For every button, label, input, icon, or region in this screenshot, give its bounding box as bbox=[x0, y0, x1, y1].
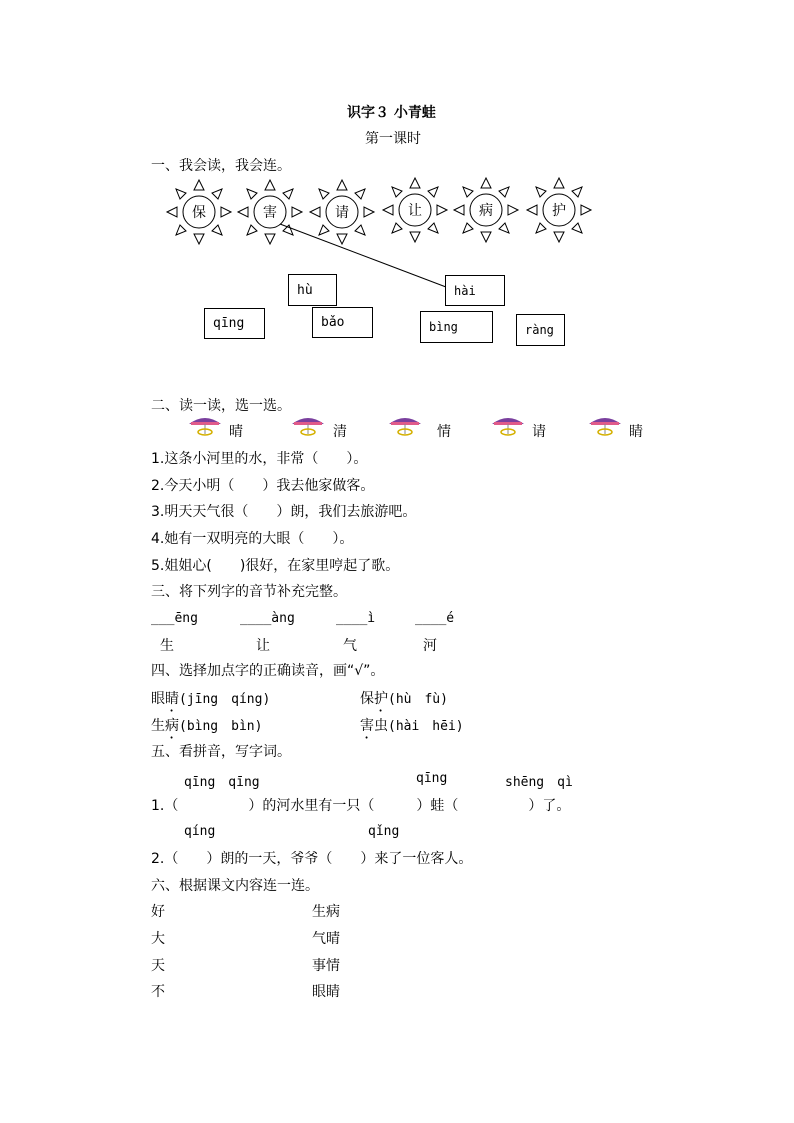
pinyin-box-bao: bǎo bbox=[312, 307, 373, 338]
syllable-blank-3: ____ì bbox=[336, 611, 376, 626]
pronunciation-item-3 bbox=[151, 717, 262, 742]
sun-char-2: 害 bbox=[263, 205, 277, 221]
pinyin-hint: qǐng bbox=[368, 824, 400, 839]
option-char-3: 情 bbox=[437, 424, 451, 440]
dotted-char: 睛 bbox=[165, 691, 179, 707]
question-1: 1.这条小河里的水，非常（ ）。 bbox=[151, 451, 368, 467]
pinyin-box-rang: ràng bbox=[516, 314, 565, 346]
sun-char-6: 护 bbox=[552, 203, 566, 219]
section-1-heading: 一、我会读，我会连。 bbox=[151, 158, 291, 174]
syllable-blank-4: ____é bbox=[415, 611, 455, 626]
match-left-4: 不 bbox=[151, 984, 165, 1000]
option-char-5: 睛 bbox=[629, 424, 643, 440]
match-right-2: 气晴 bbox=[312, 931, 340, 947]
page-title: 识字３ 小青蛙 bbox=[347, 105, 436, 121]
umbrella-icon bbox=[189, 418, 221, 435]
section-5-heading: 五、看拼音，写字词。 bbox=[151, 744, 291, 760]
match-left-1: 好 bbox=[151, 904, 165, 920]
syllable-char-1: 生 bbox=[160, 638, 174, 654]
question-3: 3.明天天气很（ ）朗，我们去旅游吧。 bbox=[151, 504, 417, 520]
umbrella-icon bbox=[589, 418, 621, 435]
question-2: 2.今天小明（ ）我去他家做客。 bbox=[151, 478, 375, 494]
option-char-2: 清 bbox=[333, 424, 347, 440]
umbrella-row bbox=[0, 412, 794, 452]
pinyin-box-hai: hài bbox=[445, 275, 505, 306]
option-char-1: 晴 bbox=[229, 424, 243, 440]
syllable-char-4: 河 bbox=[423, 638, 437, 654]
pronunciation-item-4 bbox=[360, 717, 464, 742]
umbrella-icon bbox=[292, 418, 324, 435]
word-part: 保 bbox=[360, 691, 374, 707]
pronunciation-item-2 bbox=[360, 690, 448, 715]
question-4: 4.她有一双明亮的大眼（ ）。 bbox=[151, 531, 354, 547]
pinyin-box-bing: bìng bbox=[420, 311, 493, 343]
dotted-char: 护 bbox=[374, 691, 388, 707]
match-right-1: 生病 bbox=[312, 904, 340, 920]
syllable-blank-1: ___ēng bbox=[151, 611, 198, 626]
fill-sentence-1: 1.（ ）的河水里有一只（ ）蛙（ ）了。 bbox=[151, 798, 571, 814]
word-part: 眼 bbox=[151, 691, 165, 707]
pinyin-hint: qīng qīng bbox=[184, 775, 260, 790]
page-subtitle: 第一课时 bbox=[365, 131, 421, 147]
fill-sentence-2: 2.（ ）朗的一天，爷爷（ ）来了一位客人。 bbox=[151, 851, 473, 867]
pinyin-hint: shēng qì bbox=[505, 775, 573, 790]
pronunciation-item-1 bbox=[151, 690, 270, 715]
sun-char-1: 保 bbox=[192, 205, 206, 221]
umbrella-icon bbox=[492, 418, 524, 435]
pinyin-hint: qīng bbox=[416, 771, 448, 786]
pinyin-options: (jīng qíng) bbox=[179, 692, 271, 707]
match-right-4: 眼睛 bbox=[312, 984, 340, 1000]
dotted-char: 病 bbox=[165, 718, 179, 734]
match-right-3: 事情 bbox=[312, 958, 340, 974]
pinyin-options: (hài hēi) bbox=[388, 719, 464, 734]
match-left-3: 天 bbox=[151, 958, 165, 974]
pinyin-box-qing: qīng bbox=[204, 308, 265, 339]
word-part: 虫 bbox=[374, 718, 388, 734]
section-6-heading: 六、根据课文内容连一连。 bbox=[151, 878, 319, 894]
syllable-char-2: 让 bbox=[256, 638, 270, 654]
section-2-heading: 二、读一读，选一选。 bbox=[151, 398, 291, 414]
match-left-2: 大 bbox=[151, 931, 165, 947]
sun-char-4: 让 bbox=[408, 203, 422, 219]
umbrella-icon bbox=[389, 418, 421, 435]
syllable-char-3: 气 bbox=[343, 638, 357, 654]
syllable-blank-2: ____àng bbox=[240, 611, 295, 626]
pinyin-options: (bìng bìn) bbox=[179, 719, 263, 734]
pinyin-box-hu: hù bbox=[288, 274, 337, 306]
section-3-heading: 三、将下列字的音节补充完整。 bbox=[151, 584, 347, 600]
option-char-4: 请 bbox=[532, 424, 546, 440]
dotted-char: 害 bbox=[360, 718, 374, 734]
word-part: 生 bbox=[151, 718, 165, 734]
section-4-heading: 四、选择加点字的正确读音，画“√”。 bbox=[151, 663, 385, 679]
pinyin-options: (hù fù) bbox=[388, 692, 448, 707]
question-5: 5.姐姐心( )很好，在家里哼起了歌。 bbox=[151, 558, 400, 574]
sun-char-3: 请 bbox=[335, 205, 349, 221]
pinyin-hint: qíng bbox=[184, 824, 216, 839]
sun-char-5: 病 bbox=[479, 203, 493, 219]
